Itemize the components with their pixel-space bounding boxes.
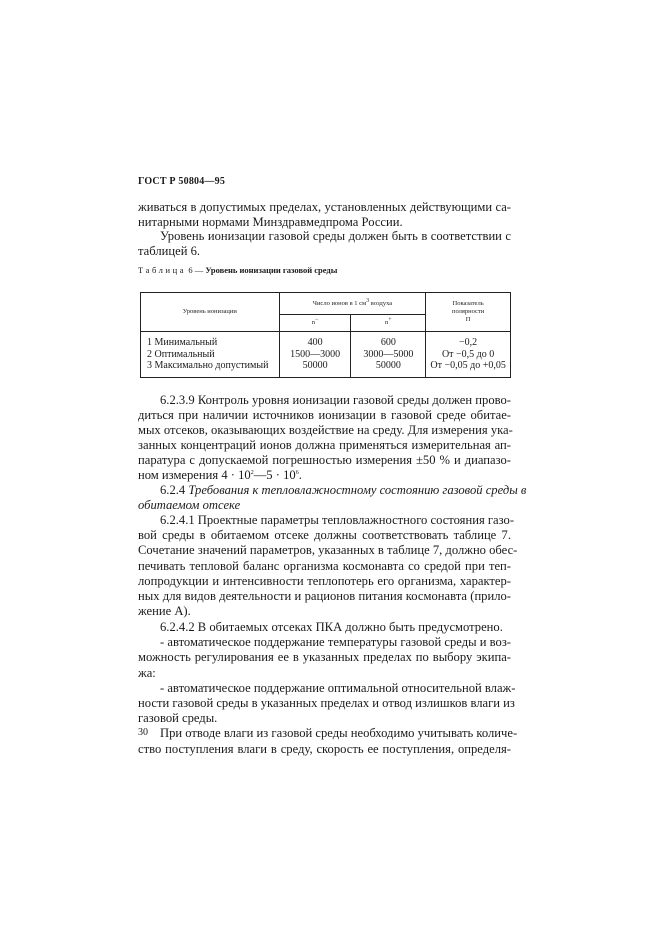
header-polarity-symbol: П: [465, 316, 471, 323]
header-negative-ions: [279, 315, 351, 332]
text-line: можность регулирования ее в указанных пределах по выбору экипа-: [138, 650, 511, 665]
level-item: 1 Минимальный: [147, 337, 218, 349]
text-line: диться при наличии источников ионизации в газовой среде обитае-: [138, 408, 511, 422]
pos-value: 3000—5000: [363, 348, 414, 360]
neg-ion-sup: −: [314, 316, 319, 323]
text-line: 6.2.4.1 Проектные параметры тепловлажностного состояния газо-: [160, 513, 515, 527]
pos-ion-symbol: n: [385, 319, 389, 326]
cell-polarity: [426, 332, 511, 378]
header-polarity: [426, 293, 511, 332]
table-caption-label: Таблица: [138, 265, 187, 275]
neg-value: 1500—3000: [290, 348, 341, 360]
text-line: обитаемом отсеке: [138, 498, 241, 512]
intro-paragraph: [138, 200, 511, 258]
cell-positive-ions: [351, 332, 426, 378]
page-number: 30: [138, 727, 148, 738]
table-caption: [138, 265, 337, 275]
text-line: [138, 483, 527, 498]
section-6-2-4-2: [138, 620, 518, 757]
neg-ion-symbol: n: [311, 319, 315, 326]
level-item: 3 Максимально допустимый: [147, 360, 269, 372]
measurement-range-text: ном измерения 4 · 10: [138, 468, 251, 482]
measurement-range-text: —5 · 10: [253, 468, 296, 482]
text-line: занных концентраций ионов должна применяться измерительная ап-: [138, 438, 511, 452]
text-line: При отводе влаги из газовой среды необходимо учитывать количе-: [160, 726, 518, 741]
text-line: 6.2.3.9 Контроль уровня ионизации газовой среды должен прово-: [160, 393, 511, 407]
text-line: паратура с допускаемой погрешностью измерения ±50 % и диапазо-: [138, 453, 511, 467]
text-line: лопродукции и интенсивности теплопотерь его организма, характер-: [138, 573, 511, 588]
text-line: вой среды в обитаемом отсеке должны соответствовать таблице 7.: [138, 528, 511, 543]
table-body-row: [141, 332, 511, 378]
level-item: 2 Оптимальный: [147, 348, 215, 360]
pos-ion-sup: +: [388, 316, 392, 323]
header-ion-count-text: Число ионов в 1 см: [312, 299, 367, 307]
cell-negative-ions: [279, 332, 351, 378]
text-line: мых отсеков, оказывающих воздействие на среду. Для измерения ука-: [138, 423, 513, 437]
text-line: ных для видов деятельности и рационов питания космонавта (прило-: [138, 589, 511, 604]
header-polarity-line: Показатель: [452, 300, 484, 307]
cell-levels: [141, 332, 280, 378]
text-line: Сочетание значений параметров, указанных в таблице 7, должно обес-: [138, 543, 518, 558]
table-caption-number: 6: [188, 265, 193, 275]
section-number: 6.2.4: [160, 483, 186, 497]
header-positive-ions: [351, 315, 426, 332]
header-polarity-line: полярности: [451, 308, 485, 315]
neg-value: 400: [307, 337, 323, 349]
text-line: газовой среды.: [138, 711, 218, 726]
text-line: 6.2.4.2 В обитаемых отсеках ПКА должно быть предусмотрено.: [160, 620, 503, 634]
text-line: ности газовой среды в указанных пределах и отвод излишков влаги из: [138, 696, 515, 711]
text-line: жение А).: [138, 604, 191, 619]
text-line: [138, 468, 511, 483]
text-line: ство поступления влаги в среду, скорость ее поступления, определя-: [138, 741, 511, 756]
table-caption-title: Уровень ионизации газовой среды: [205, 265, 338, 275]
header-ion-count-suffix: воздуха: [369, 299, 393, 307]
pos-value: 600: [380, 337, 396, 349]
polarity-value: От −0,5 до 0: [441, 348, 495, 360]
text-line: таблицей 6.: [138, 243, 201, 258]
text-line: жа:: [138, 665, 156, 680]
table-header-row: [141, 293, 511, 315]
ionization-table: [140, 292, 511, 378]
punctuation: .: [298, 468, 302, 482]
section-6-2-4-1: [138, 513, 518, 619]
text-line: - автоматическое поддержание температуры газовой среды и воз-: [160, 635, 511, 650]
text-line: печивать тепловой баланс организма космонавта со средой при теп-: [138, 558, 511, 573]
header-level: Уровень ионизации: [141, 293, 280, 332]
header-ion-count-sup: 3: [366, 297, 370, 304]
text-line: живаться в допустимых пределах, установленных действующими са-: [138, 200, 511, 214]
section-6-2-3-9: [138, 393, 511, 483]
header-ion-count: [279, 293, 426, 315]
section-6-2-4-heading: [138, 483, 527, 513]
table-caption-dash: —: [194, 265, 204, 275]
text-line: - автоматическое поддержание оптимальной относительной влаж-: [160, 680, 516, 695]
pos-value: 50000: [375, 360, 401, 372]
exponent: 6: [295, 469, 299, 476]
neg-value: 50000: [302, 360, 328, 372]
polarity-value: −0,2: [459, 337, 478, 349]
exponent: 2: [250, 469, 254, 476]
polarity-value: От −0,05 до +0,05: [430, 360, 506, 372]
text-line: Уровень ионизации газовой среды должен быть в соответствии с: [160, 229, 511, 244]
text-line: нитарными нормами Минздравмедпрома России.: [138, 214, 403, 229]
document-id-header: ГОСТ Р 50804—95: [138, 176, 226, 187]
section-title: Требования к тепловлажностному состоянию газовой среды в: [188, 483, 527, 497]
